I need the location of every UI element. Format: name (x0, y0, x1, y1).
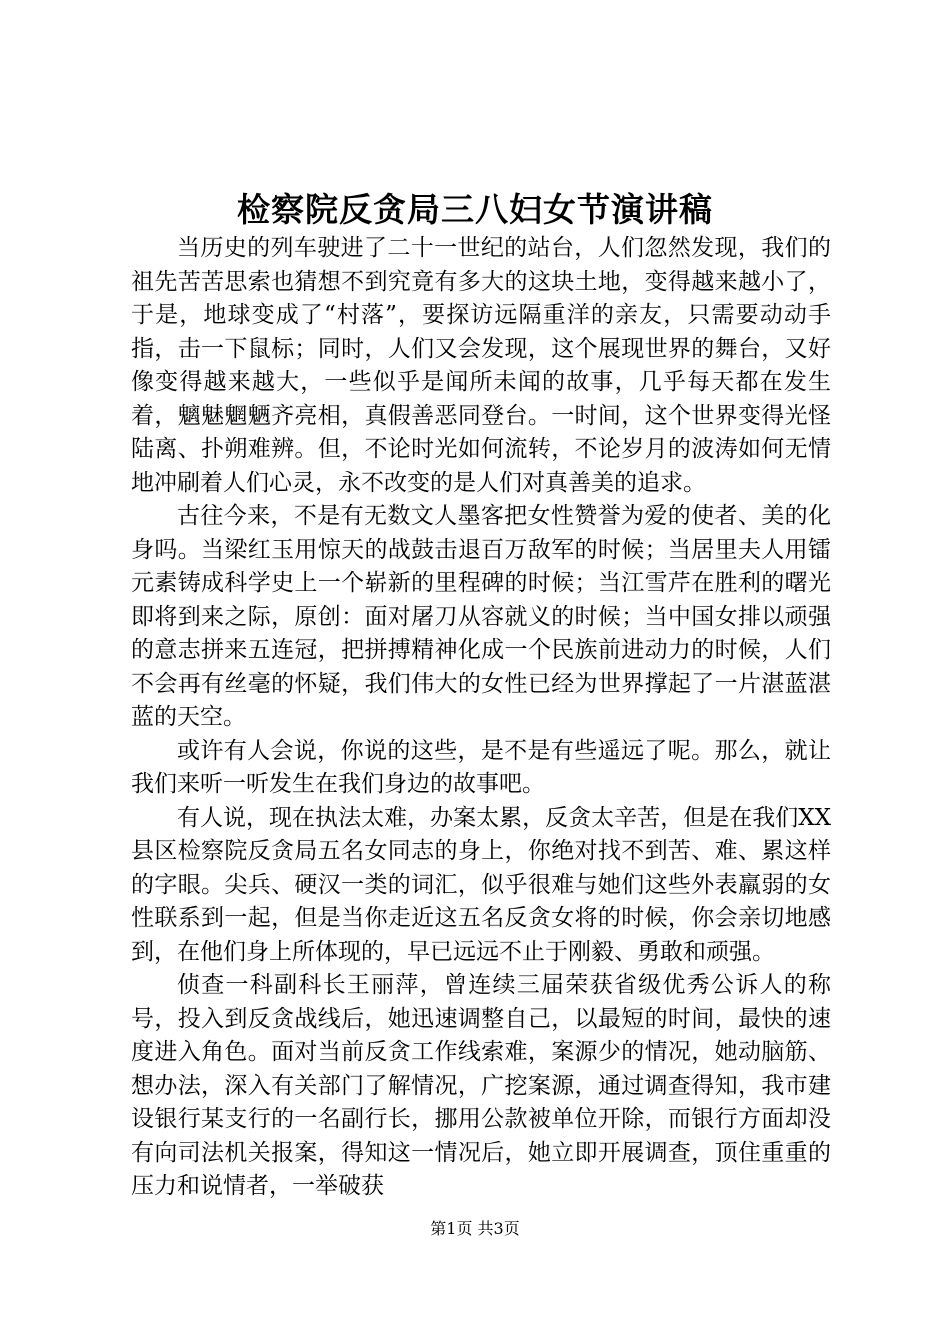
document-body (131, 232, 831, 1204)
paragraph: 或许有人会说，你说的这些，是不是有些遥远了呢。那么，就让我们来听一听发生在我们身边的故事吧。 (131, 737, 831, 797)
paragraph: 侦查一科副科长王丽萍，曾连续三届荣获省级优秀公诉人的称号，投入到反贪战线后，她迅速调整自己，以最短的时间，最快的速度进入角色。面对当前反贪工作线索难，案源少的情况，她动脑筋、想办法，深入有关部门了解情况，广挖案源，通过调查得知，我市建设银行某支行的一名副行长，挪用公款被单位开除，而银行方面却没有向司法机关报案，得知这一情况后，她立即开展调查，顶住重重的压力和说情者，一举破获 (131, 972, 831, 1199)
page-number-footer: 第1页 共3页 (430, 1219, 520, 1238)
paragraph: 当历史的列车驶进了二十一世纪的站台，人们忽然发现，我们的祖先苦苦思索也猜想不到究竟有多大的这块土地，变得越来越小了，于是，地球变成了“村落”，要探访远隔重洋的亲友，只需要动动手指，击一下鼠标；同时，人们又会发现，这个展现世界的舞台，又好像变得越来越大，一些似乎是闻所未闻的故事，几乎每天都在发生着，魑魅魍魉齐亮相，真假善恶同登台。一时间，这个世界变得光怪陆离、扑朔难辨。但，不论时光如何流转，不论岁月的波涛如何无情地冲刷着人们心灵，永不改变的是人们对真善美的追求。 (131, 235, 831, 496)
paragraph: 有人说，现在执法太难，办案太累，反贪太辛苦，但是在我们XX县区检察院反贪局五名女同志的身上，你绝对找不到苦、难、累这样的字眼。尖兵、硬汉一类的词汇，似乎很难与她们这些外表羸弱的女性联系到一起，但是当你走近这五名反贪女将的时候，你会亲切地感到，在他们身上所体现的，早已远远不止于刚毅、勇敢和顽强。 (131, 804, 831, 965)
document-title: 检察院反贪局三八妇女节演讲稿 (237, 190, 713, 229)
paragraph: 古往今来，不是有无数文人墨客把女性赞誉为爱的使者、美的化身吗。当梁红玉用惊天的战鼓击退百万敌军的时候；当居里夫人用镭元素铸成科学史上一个崭新的里程碑的时候；当江雪芹在胜利的曙光即将到来之际，原创：面对屠刀从容就义的时候；当中国女排以顽强的意志拼来五连冠，把拼搏精神化成一个民族前进动力的时候，人们不会再有丝毫的怀疑，我们伟大的女性已经为世界撑起了一片湛蓝湛蓝的天空。 (131, 503, 831, 730)
